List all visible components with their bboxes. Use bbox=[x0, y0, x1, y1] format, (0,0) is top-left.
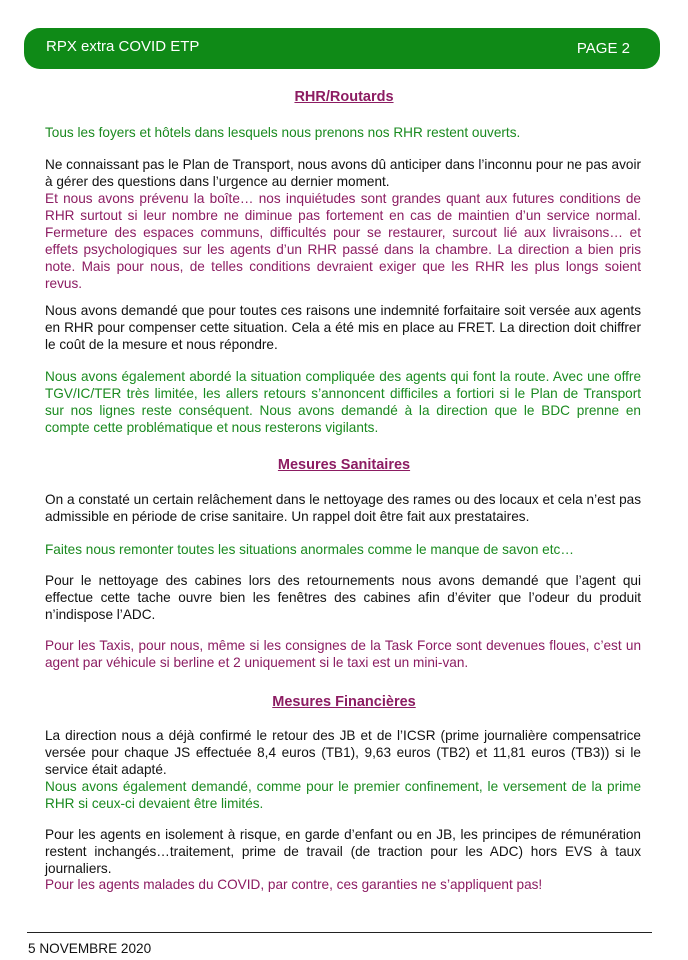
section-title-financieres: Mesures Financières bbox=[272, 694, 416, 710]
sanitaires-paragraph-4: Pour les Taxis, pour nous, même si les consignes de la Task Force sont devenues floues, c’est un agent par véhicule si berline et 2 uniquement si le taxi est un mini-van. bbox=[45, 638, 641, 670]
footer-date: 5 NOVEMBRE 2020 bbox=[28, 941, 152, 956]
document-title: RPX extra COVID ETP bbox=[46, 38, 200, 55]
rhr-paragraph-5: Nous avons également abordé la situation compliquée des agents qui font la route. Avec une offre TGV/IC/TER très limitée, les allers retours s’annoncent difficiles a fortiori si le Plan de Transport sur nos lignes reste conséquent. Nous avons demandé à la direction que le BDC prenne en compte cette problématique et nous resterons vigilants. bbox=[45, 369, 641, 435]
page-header bbox=[24, 28, 660, 69]
financieres-paragraph-4: Pour les agents malades du COVID, par contre, ces garanties ne s’appliquent pas! bbox=[45, 877, 543, 892]
rhr-paragraph-4: Nous avons demandé que pour toutes ces raisons une indemnité forfaitaire soit versée aux agents en RHR pour compenser cette situation. Cela a été mis en place au FRET. La direction doit chiffrer le coût de la mesure et nous répondre. bbox=[45, 303, 641, 352]
rhr-paragraph-2: Ne connaissant pas le Plan de Transport, nous avons dû anticiper dans l’inconnu pour ne pas avoir à gérer des questions dans l’urgence au dernier moment. bbox=[45, 157, 641, 189]
section-title-rhr: RHR/Routards bbox=[294, 89, 394, 105]
sanitaires-paragraph-2: Faites nous remonter toutes les situations anormales comme le manque de savon etc… bbox=[45, 542, 574, 557]
financieres-paragraph-3: Pour les agents en isolement à risque, en garde d’enfant ou en JB, les principes de rémunération restent inchangés…traitement, prime de travail (de traction pour les ADC) hors EVS à taux journaliers. bbox=[45, 827, 641, 876]
section-title-sanitaires: Mesures Sanitaires bbox=[277, 457, 411, 473]
footer-divider bbox=[27, 932, 652, 933]
sanitaires-paragraph-1: On a constaté un certain relâchement dans le nettoyage des rames ou des locaux et cela n’est pas admissible en période de crise sanitaire. Un rappel doit être fait aux prestataires. bbox=[45, 492, 641, 524]
rhr-paragraph-3: Et nous avons prévenu la boîte… nos inquiétudes sont grandes quant aux futures conditions de RHR surtout si leur nombre ne diminue pas fortement en cas de maintien d’un service normal. Fermeture des espaces communs, difficultés pour se restaurer, surcout lié aux livraisons… et effets psychologiques sur les agents d’un RHR passé dans la chambre. La direction a bien pris note. Mais pour nous, de telles conditions devraient exiger que les RHR les plus longs soient revus. bbox=[45, 191, 641, 291]
financieres-paragraph-1: La direction nous a déjà confirmé le retour des JB et de l’ICSR (prime journalière compensatrice versée pour chaque JS effectuée 8,4 euros (TB1), 9,63 euros (TB2) et 11,81 euros (TB3)) si le service était adapté. bbox=[45, 728, 641, 777]
sanitaires-paragraph-3: Pour le nettoyage des cabines lors des retournements nous avons demandé que l’agent qui effectue cette tache ouvre bien les fenêtres des cabines afin d’éviter que l’odeur du produit n’indispose l’ADC. bbox=[45, 573, 641, 622]
rhr-paragraph-1: Tous les foyers et hôtels dans lesquels nous prenons nos RHR restent ouverts. bbox=[45, 125, 521, 140]
page-number: PAGE 2 bbox=[576, 40, 630, 57]
financieres-paragraph-2: Nous avons également demandé, comme pour le premier confinement, le versement de la prime RHR si ceux-ci devaient être limités. bbox=[45, 779, 641, 811]
